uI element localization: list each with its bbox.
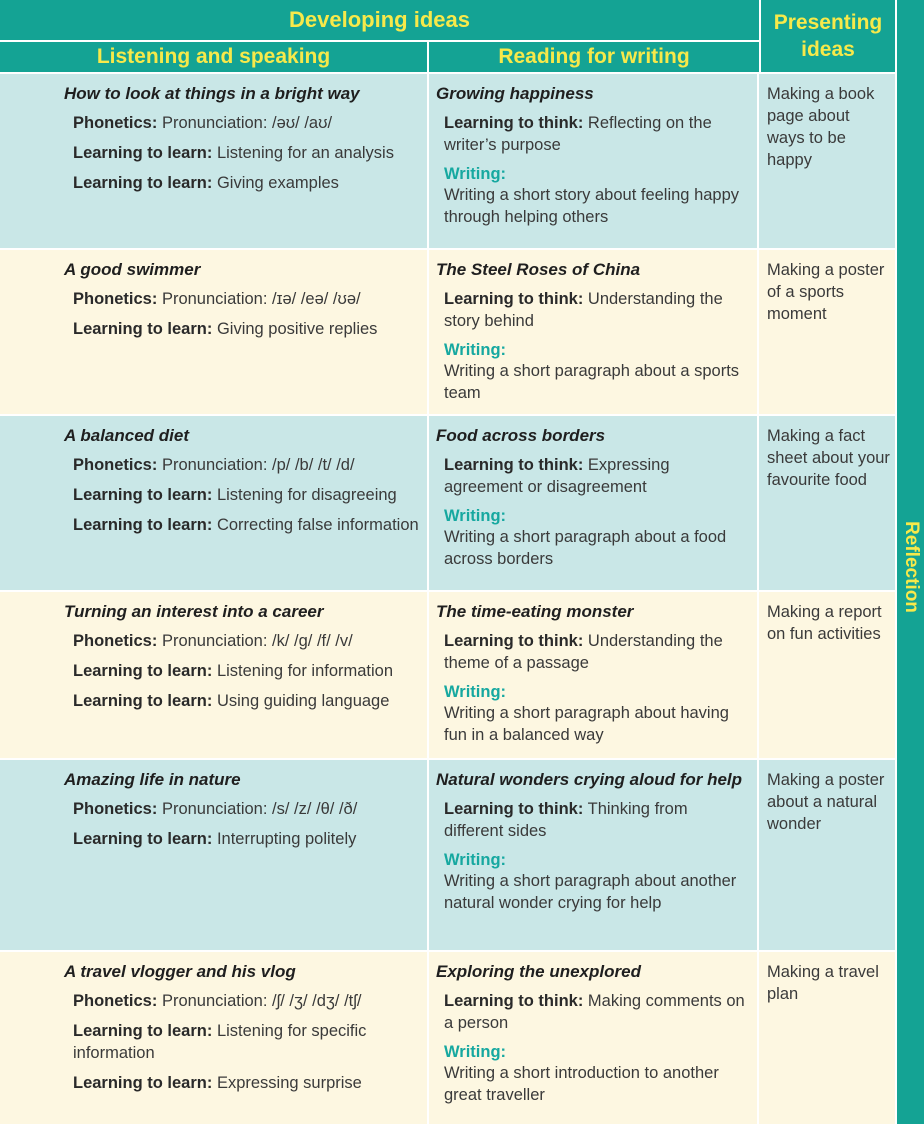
think-text: Expressing agreement or disagreement (444, 456, 670, 496)
presenting-cell (759, 416, 895, 590)
item-text: Expressing surprise (212, 1074, 362, 1092)
ls-title: A balanced diet (64, 426, 190, 445)
writing-text: Writing a short paragraph about a sports team (444, 362, 740, 402)
item-label: Learning to learn: (73, 830, 213, 848)
think-label: Learning to think: (444, 800, 584, 818)
presenting-ideas-header: Presenting ideas (759, 0, 895, 72)
listening-cell (0, 416, 429, 590)
ls-item (73, 112, 427, 134)
item-text: Pronunciation: /p/ /b/ /t/ /d/ (157, 456, 355, 474)
ls-item (73, 1072, 427, 1094)
item-label: Learning to learn: (73, 1074, 213, 1092)
think-label: Learning to think: (444, 290, 584, 308)
developing-ideas-header: Developing ideas (0, 0, 759, 40)
ls-item (73, 1020, 427, 1064)
think-item (444, 288, 751, 332)
think-label: Learning to think: (444, 632, 584, 650)
item-text: Listening for specific information (73, 1022, 367, 1062)
listening-cell (0, 952, 429, 1124)
think-item (444, 990, 751, 1034)
rw-title: Food across borders (436, 426, 606, 445)
presenting-text: Making a poster of a sports moment (767, 261, 885, 323)
presenting-cell (759, 760, 895, 950)
presenting-cell (759, 592, 895, 758)
presenting-text: Making a book page about ways to be happy (767, 85, 875, 169)
item-label: Learning to learn: (73, 320, 213, 338)
writing-text: Writing a short paragraph about another natural wonder crying for help (444, 872, 737, 912)
think-item (444, 798, 751, 842)
item-label: Phonetics: (73, 992, 158, 1010)
ls-item (73, 690, 427, 712)
listening-speaking-header: Listening and speaking (0, 40, 429, 72)
item-label: Phonetics: (73, 800, 158, 818)
item-label: Learning to learn: (73, 516, 213, 534)
reading-cell (429, 952, 759, 1124)
item-text: Pronunciation: /ʃ/ /ʒ/ /dʒ/ /tʃ/ (157, 992, 362, 1010)
ls-item (73, 630, 427, 652)
item-label: Learning to learn: (73, 174, 213, 192)
item-label: Phonetics: (73, 632, 158, 650)
reading-cell (429, 250, 759, 414)
rw-title: The Steel Roses of China (436, 260, 641, 279)
think-label: Learning to think: (444, 114, 584, 132)
think-text: Making comments on a person (444, 992, 745, 1032)
item-text: Interrupting politely (212, 830, 357, 848)
presenting-cell (759, 74, 895, 248)
writing-text: Writing a short paragraph about having fun in a balanced way (444, 704, 729, 744)
item-label: Phonetics: (73, 290, 158, 308)
item-label: Learning to learn: (73, 486, 213, 504)
listening-cell (0, 250, 429, 414)
reading-writing-header: Reading for writing (429, 40, 759, 72)
item-text: Listening for disagreeing (212, 486, 397, 504)
ls-item (73, 798, 427, 820)
item-label: Learning to learn: (73, 1022, 213, 1040)
writing-label: Writing: (444, 683, 507, 701)
ls-title: A good swimmer (64, 260, 201, 279)
ls-item (73, 514, 427, 536)
writing-text: Writing a short introduction to another great traveller (444, 1064, 719, 1104)
ls-title: Amazing life in nature (64, 770, 241, 789)
item-text: Pronunciation: /k/ /g/ /f/ /v/ (157, 632, 353, 650)
unit-row (0, 248, 895, 414)
ls-item (73, 828, 427, 850)
item-text: Listening for an analysis (212, 144, 394, 162)
item-text: Pronunciation: /ɪə/ /eə/ /ʊə/ (157, 290, 361, 308)
think-item (444, 454, 751, 498)
ls-item (73, 484, 427, 506)
writing-label: Writing: (444, 341, 507, 359)
rw-title: Growing happiness (436, 84, 594, 103)
item-text: Giving examples (212, 174, 339, 192)
reading-cell (429, 74, 759, 248)
presenting-text: Making a poster about a natural wonder (767, 771, 885, 833)
ls-item (73, 990, 427, 1012)
reflection-label: Reflection (900, 521, 922, 613)
ls-title: Turning an interest into a career (64, 602, 324, 621)
item-label: Phonetics: (73, 114, 158, 132)
think-item (444, 112, 751, 156)
item-text: Using guiding language (212, 692, 390, 710)
unit-row (0, 950, 895, 1124)
writing-label: Writing: (444, 1043, 507, 1061)
unit-row (0, 72, 895, 248)
reading-cell (429, 592, 759, 758)
presenting-cell (759, 952, 895, 1124)
ls-item (73, 454, 427, 476)
writing-label: Writing: (444, 165, 507, 183)
think-item (444, 630, 751, 674)
reading-cell (429, 416, 759, 590)
think-text: Reflecting on the writer’s purpose (444, 114, 712, 154)
presenting-text: Making a fact sheet about your favourite food (767, 427, 890, 489)
presenting-text: Making a travel plan (767, 963, 879, 1003)
rw-title: The time-eating monster (436, 602, 634, 621)
think-text: Thinking from different sides (444, 800, 688, 840)
think-label: Learning to think: (444, 456, 584, 474)
reflection-sidebar (895, 0, 924, 1124)
writing-text: Writing a short story about feeling happy through helping others (444, 186, 740, 226)
listening-cell (0, 760, 429, 950)
ls-title: How to look at things in a bright way (64, 84, 360, 103)
presenting-text: Making a report on fun activities (767, 603, 882, 643)
item-label: Learning to learn: (73, 692, 213, 710)
writing-label: Writing: (444, 851, 507, 869)
item-label: Phonetics: (73, 456, 158, 474)
presenting-cell (759, 250, 895, 414)
unit-row (0, 414, 895, 590)
item-label: Learning to learn: (73, 662, 213, 680)
listening-cell (0, 74, 429, 248)
think-label: Learning to think: (444, 992, 584, 1010)
think-text: Understanding the theme of a passage (444, 632, 723, 672)
ls-item (73, 660, 427, 682)
writing-text: Writing a short paragraph about a food across borders (444, 528, 727, 568)
think-text: Understanding the story behind (444, 290, 723, 330)
ls-title: A travel vlogger and his vlog (64, 962, 296, 981)
writing-label: Writing: (444, 507, 507, 525)
ls-item (73, 318, 427, 340)
reading-cell (429, 760, 759, 950)
ls-item (73, 288, 427, 310)
ls-item (73, 172, 427, 194)
unit-row (0, 758, 895, 950)
rw-title: Natural wonders crying aloud for help (436, 770, 743, 789)
item-text: Pronunciation: /s/ /z/ /θ/ /ð/ (157, 800, 358, 818)
item-label: Learning to learn: (73, 144, 213, 162)
item-text: Giving positive replies (212, 320, 378, 338)
item-text: Listening for information (212, 662, 394, 680)
listening-cell (0, 592, 429, 758)
unit-row (0, 590, 895, 758)
ls-item (73, 142, 427, 164)
item-text: Pronunciation: /əʊ/ /aʊ/ (157, 114, 333, 132)
rw-title: Exploring the unexplored (436, 962, 641, 981)
item-text: Correcting false information (212, 516, 419, 534)
